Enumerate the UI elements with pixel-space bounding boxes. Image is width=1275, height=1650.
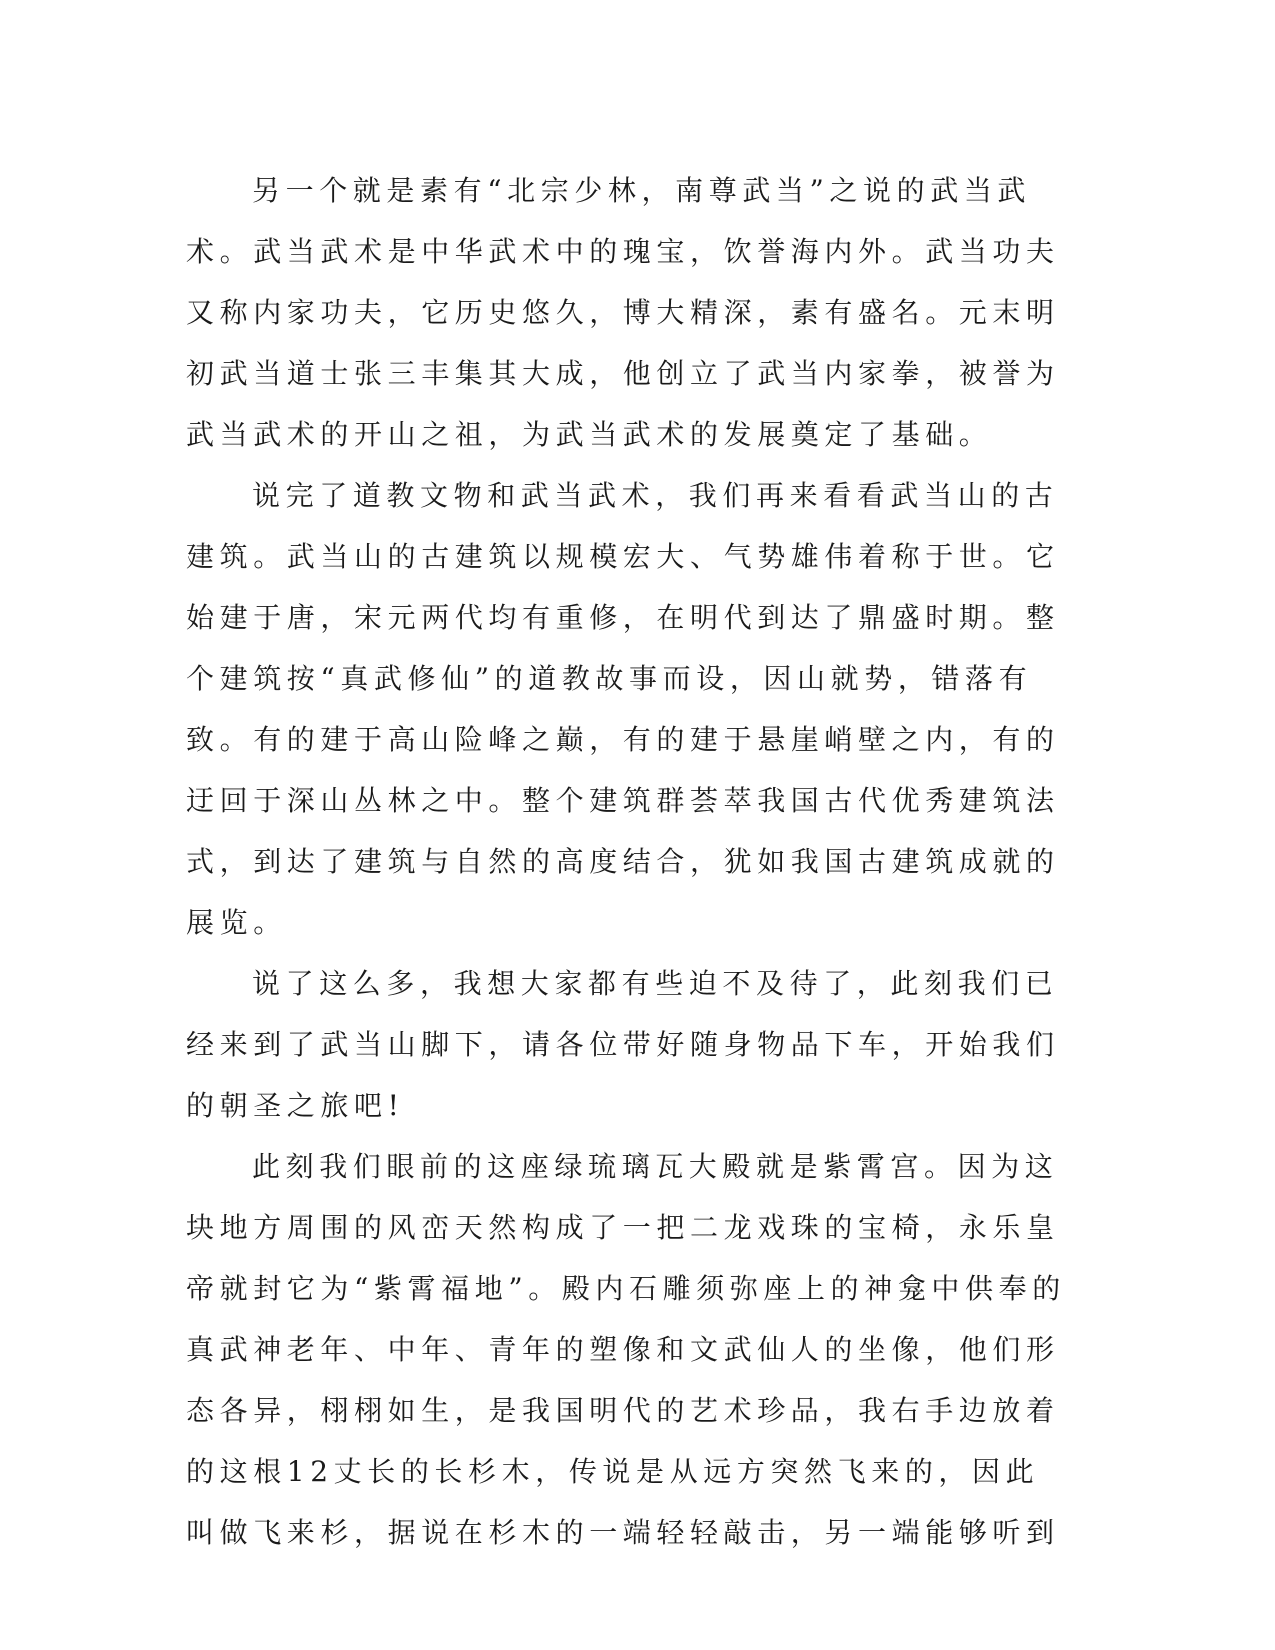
paragraph-arrival: 说了这么多，我想大家都有些迫不及待了，此刻我们已经来到了武当山脚下，请各位带好随身物品下车，开始我们的朝圣之旅吧!: [186, 967, 1060, 1122]
paragraph-ancient-architecture: 说完了道教文物和武当武术，我们再来看看武当山的古建筑。武当山的古建筑以规模宏大、气势雄伟着称于世。它始建于唐，宋元两代均有重修，在明代到达了鼎盛时期。整个建筑按“真武修仙”的道教故事而设，因山就势，错落有致。有的建于高山险峰之巅，有的建于悬崖峭壁之内，有的迂回于深山丛林之中。整个建筑群荟萃我国古代优秀建筑法式，到达了建筑与自然的高度结合，犹如我国古建筑成就的展览。: [186, 479, 1060, 939]
document-body: [186, 160, 1066, 1563]
paragraph-wudang-martial-arts: 另一个就是素有“北宗少林，南尊武当”之说的武当武术。武当武术是中华武术中的瑰宝，饮誉海内外。武当功夫又称内家功夫，它历史悠久，博大精深，素有盛名。元末明初武当道士张三丰集其大成，他创立了武当内家拳，被誉为武当武术的开山之祖，为武当武术的发展奠定了基础。: [186, 174, 1060, 451]
paragraph-zixiao-palace: 此刻我们眼前的这座绿琉璃瓦大殿就是紫霄宫。因为这块地方周围的风峦天然构成了一把二龙戏珠的宝椅，永乐皇帝就封它为“紫霄福地”。殿内石雕须弥座上的神龛中供奉的真武神老年、中年、青年的塑像和文武仙人的坐像，他们形态各异，栩栩如生，是我国明代的艺术珍品，我右手边放着的这根12丈长的长杉木，传说是从远方突然飞来的，因此叫做飞来杉，据说在杉木的一端轻轻敲击，另一端能够听到: [186, 1150, 1066, 1549]
